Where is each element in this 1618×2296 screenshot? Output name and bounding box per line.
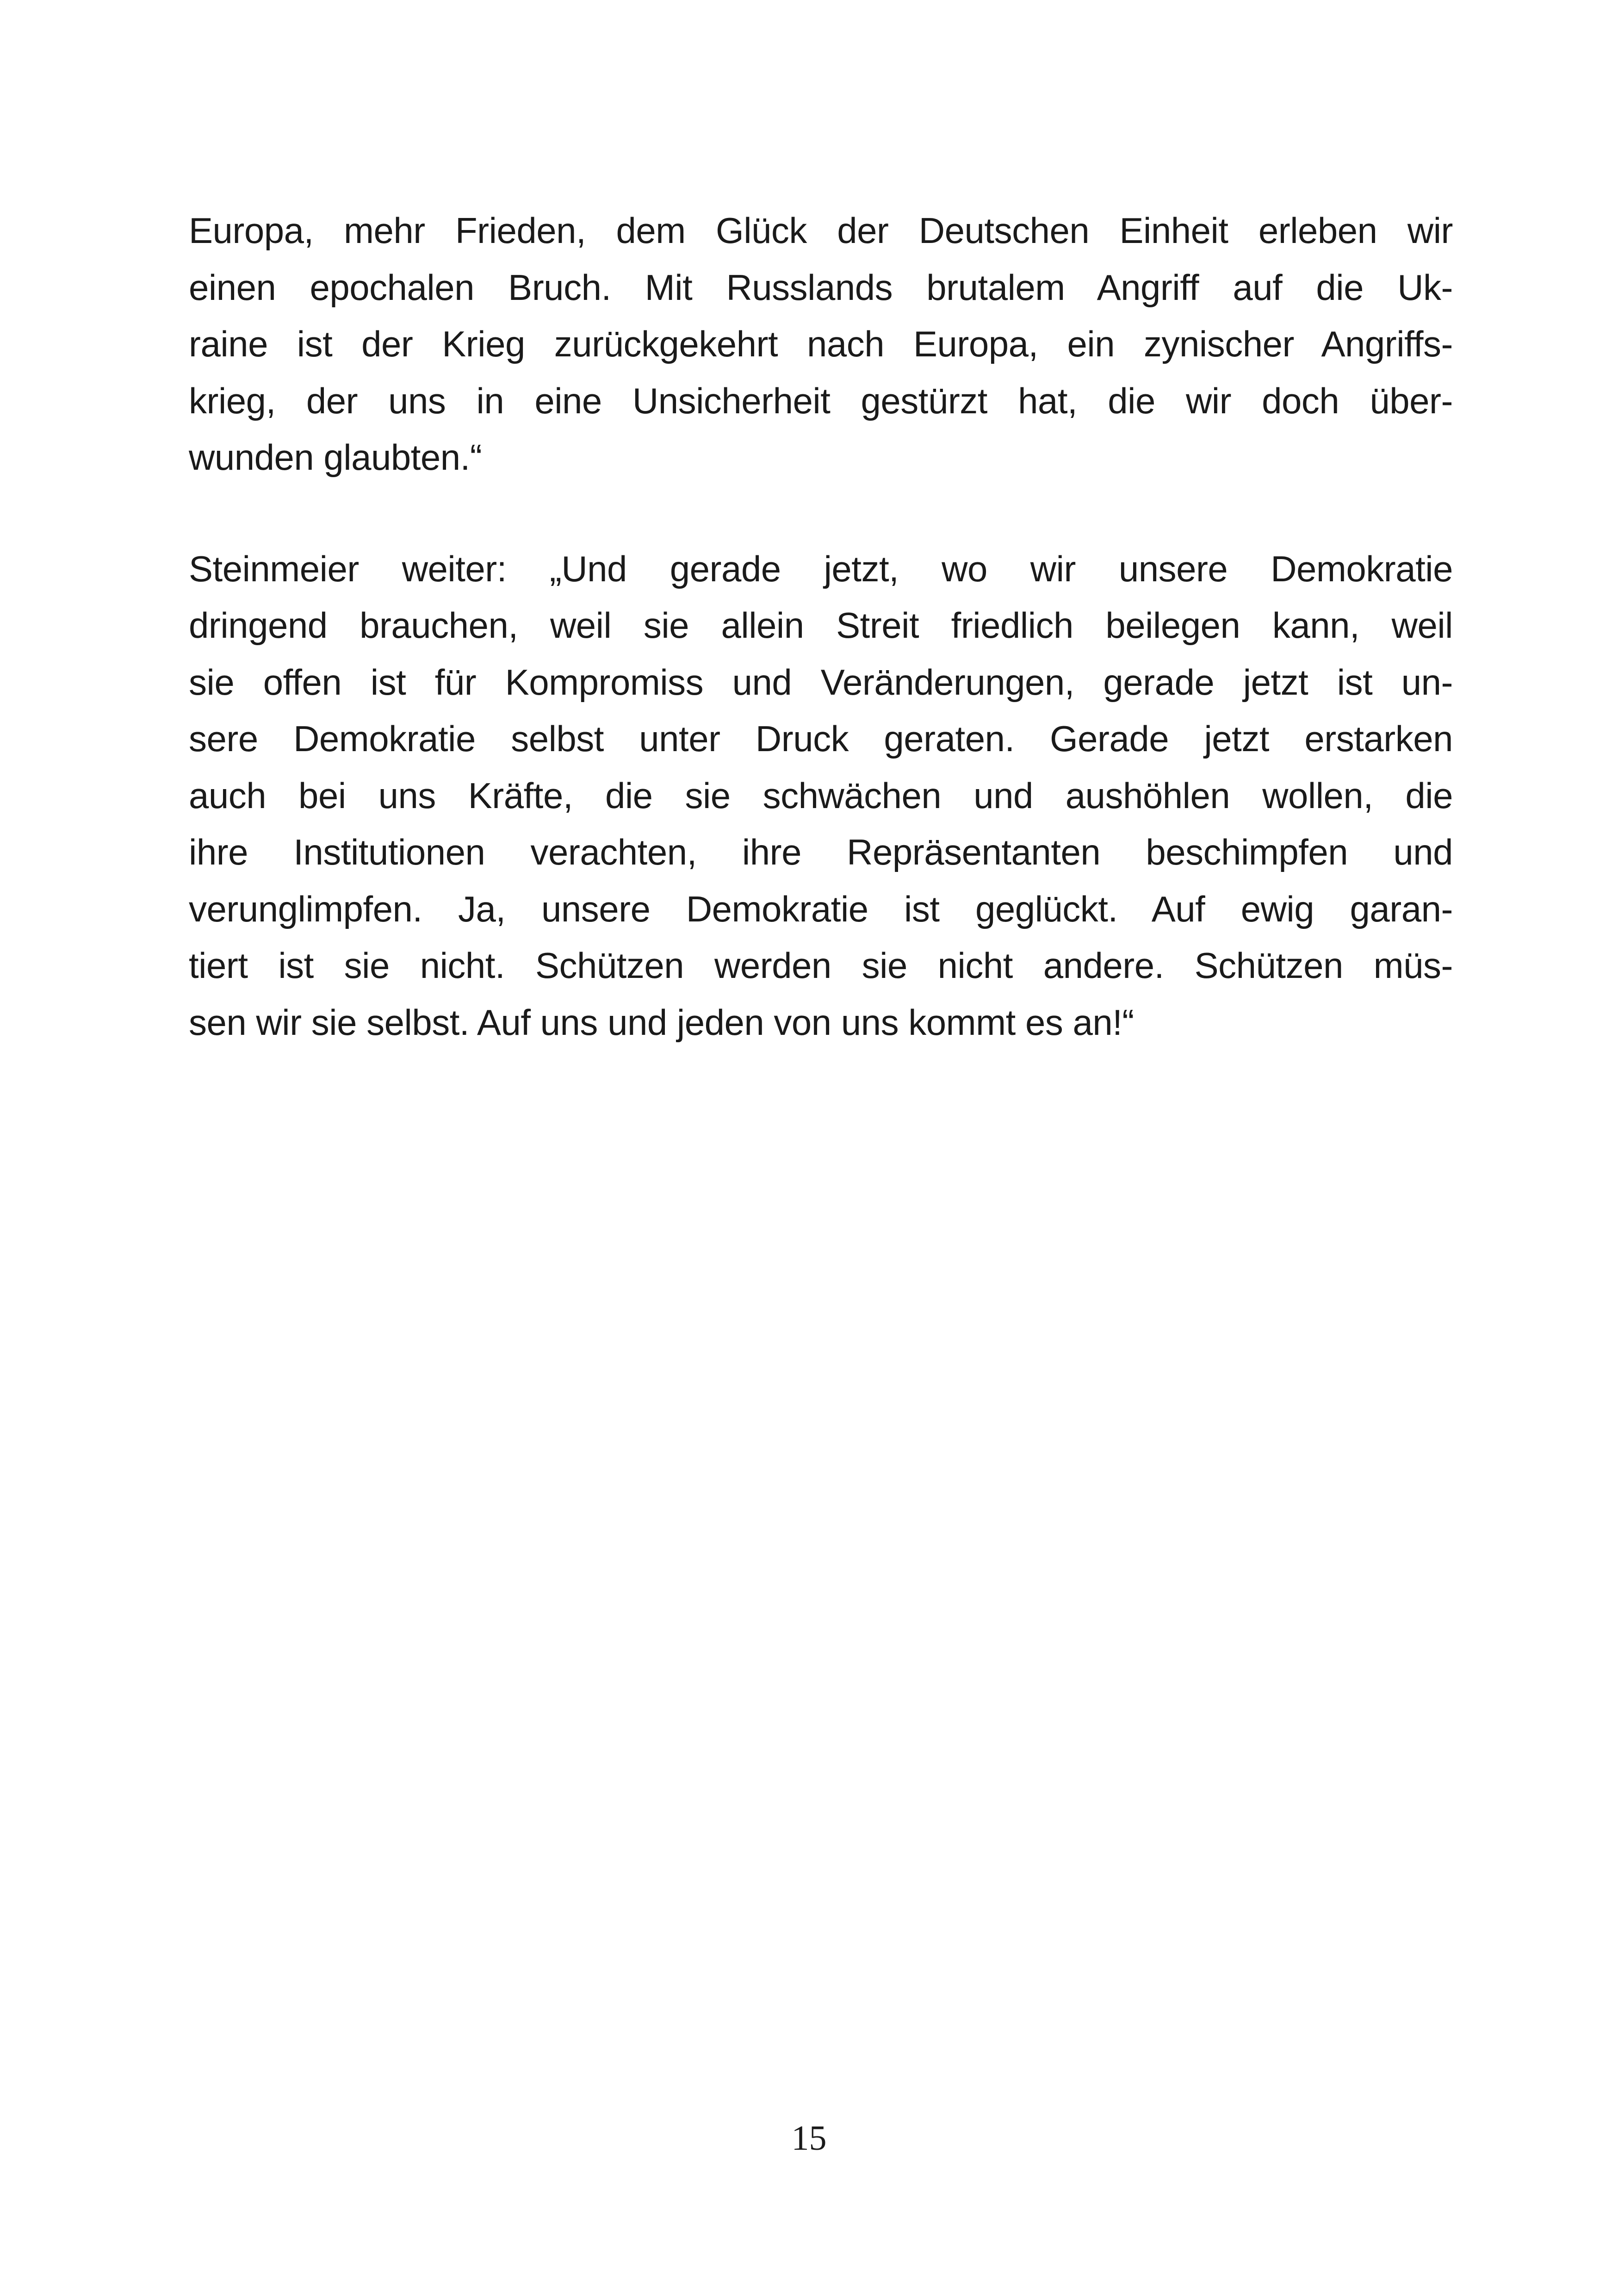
- page-footer: [0, 2121, 1618, 2156]
- text-line: sen wir sie selbst. Auf uns und jeden von uns kommt es an!“: [189, 1002, 1134, 1043]
- text-line: tiert ist sie nicht. Schützen werden sie nicht andere. Schützen müs-: [189, 945, 1453, 986]
- text-line: dringend brauchen, weil sie allein Streit friedlich beilegen kann, weil: [189, 605, 1453, 646]
- text-line: raine ist der Krieg zurückgekehrt nach Europa, ein zynischer Angriffs-: [189, 324, 1453, 364]
- page-number: 15: [791, 2119, 827, 2158]
- text-line: einen epochalen Bruch. Mit Russlands brutalem Angriff auf die Uk-: [189, 267, 1453, 308]
- body-text: [189, 202, 1453, 1051]
- text-line: Steinmeier weiter: „Und gerade jetzt, wo wir unsere Demokratie: [189, 548, 1453, 589]
- text-line: krieg, der uns in eine Unsicherheit gestürzt hat, die wir doch über-: [189, 380, 1453, 421]
- text-line: auch bei uns Kräfte, die sie schwächen und aushöhlen wollen, die: [189, 775, 1453, 816]
- text-line: verunglimpfen. Ja, unsere Demokratie ist geglückt. Auf ewig garan-: [189, 888, 1453, 929]
- text-line: sie offen ist für Kompromiss und Veränderungen, gerade jetzt ist un-: [189, 661, 1453, 703]
- text-line: Europa, mehr Frieden, dem Glück der Deutschen Einheit erleben wir: [189, 210, 1453, 251]
- text-line: wunden glaubten.“: [189, 437, 482, 478]
- text-line: sere Demokratie selbst unter Druck geraten. Gerade jetzt erstarken: [189, 718, 1453, 759]
- paragraph: [189, 541, 1453, 1051]
- paragraph: [189, 202, 1453, 486]
- text-line: ihre Institutionen verachten, ihre Repräsentanten beschimpfen und: [189, 832, 1453, 872]
